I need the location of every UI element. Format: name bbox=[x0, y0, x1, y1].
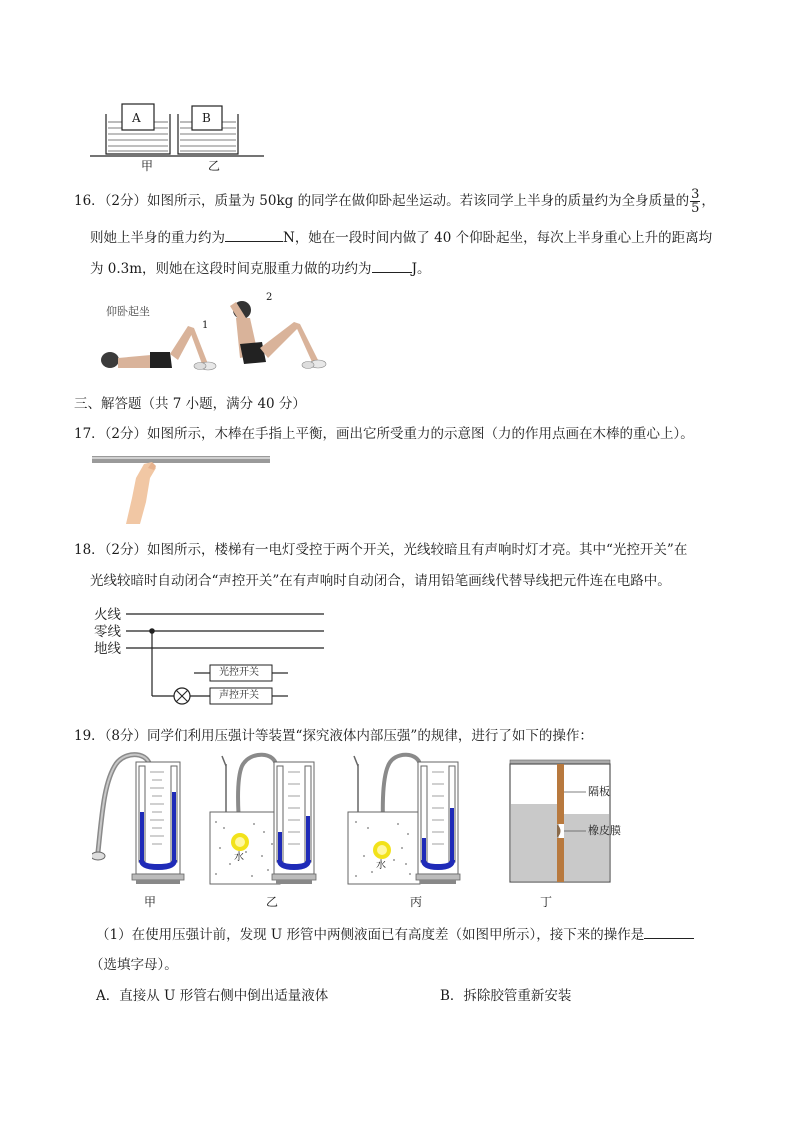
q16-fraction bbox=[690, 188, 700, 215]
q16-line3-a: 为 0.3m，则她在这段时间克服重力做的功约为 bbox=[90, 261, 372, 277]
q16-pose2-label: 2 bbox=[266, 292, 273, 303]
q18-line2: 光线较暗时自动闭合“声控开关”在有声响时自动闭合，请用铅笔画线代替导线把元件连在电路中。 bbox=[90, 573, 671, 589]
q18-switch-light-label: 光控开关 bbox=[219, 667, 259, 678]
q19-membrane-label: 橡皮膜 bbox=[588, 824, 621, 837]
q19-fig-jia bbox=[92, 752, 192, 888]
fig15-label-left: 甲 bbox=[141, 159, 154, 173]
q18-switch-sound-label: 声控开关 bbox=[219, 690, 259, 701]
q16-pose1-label: 1 bbox=[202, 320, 209, 331]
q19-sub1-line2: （选填字母）。 bbox=[90, 957, 178, 973]
q19-fig-bing bbox=[344, 752, 464, 888]
q16-line3-b: J。 bbox=[411, 261, 431, 277]
q16-fig-title: 仰卧起坐 bbox=[106, 305, 150, 318]
fig15-box-a-label: A bbox=[132, 111, 141, 125]
q19-line1: 19．（8分）同学们利用压强计等装置“探究液体内部压强”的规律，进行了如下的操作： bbox=[74, 728, 593, 744]
q16-line2 bbox=[90, 227, 712, 248]
q19-partition-label: 隔板 bbox=[588, 785, 610, 798]
q18-wire-ground-label: 地线 bbox=[94, 641, 121, 657]
q17-text: 17．（2分）如图所示，木棒在手指上平衡，画出它所受重力的示意图（力的作用点画在木棒的重心上）。 bbox=[74, 426, 694, 442]
q19-sub1-blank[interactable] bbox=[644, 924, 694, 939]
q16-line2-a: 则她上半身的重力约为 bbox=[90, 230, 225, 246]
q19-sub1-a: （1）在使用压强计前，发现 U 形管中两侧液面已有高度差（如图甲所示），接下来的操作是 bbox=[96, 927, 645, 943]
q18-circuit bbox=[92, 600, 332, 710]
q16-blank-gravity[interactable] bbox=[225, 227, 283, 242]
q18-line1: 18．（2分）如图所示，楼梯有一电灯受控于两个开关，光线较暗且有声响时灯才亮。其中“光控开关”在 bbox=[74, 542, 688, 558]
q19-fig-ding bbox=[506, 756, 646, 888]
q18-wire-fire-label: 火线 bbox=[94, 607, 121, 623]
fig15-label-right: 乙 bbox=[208, 159, 221, 173]
q19-water-label-bing: 水 bbox=[376, 860, 386, 871]
q17-rod-figure bbox=[92, 452, 272, 526]
q19-fig-label-bing: 丙 bbox=[410, 895, 423, 909]
q16-line1-prefix: 16．（2分）如图所示，质量为 50kg 的同学在做仰卧起坐运动。若该同学上半身的质量约为全身质量的 bbox=[74, 193, 690, 209]
q19-water-label-yi: 水 bbox=[234, 852, 244, 863]
q16-line1 bbox=[74, 188, 715, 215]
q18-wire-zero-label: 零线 bbox=[94, 624, 121, 640]
q16-line2-b: N，她在一段时间内做了 40 个仰卧起坐，每次上半身重心上升的距离均 bbox=[283, 230, 713, 246]
q19-fig-label-yi: 乙 bbox=[266, 895, 279, 909]
q19-fig-label-jia: 甲 bbox=[144, 895, 157, 909]
q19-option-a: A．直接从 U 形管右侧中倒出适量液体 bbox=[96, 988, 329, 1004]
fig15-containers bbox=[88, 100, 268, 174]
q16-frac-den: 5 bbox=[691, 201, 700, 216]
q19-sub1-line1 bbox=[96, 924, 694, 945]
q16-line3 bbox=[90, 258, 430, 279]
q19-fig-label-ding: 丁 bbox=[540, 895, 553, 909]
q16-line1-suffix: ， bbox=[701, 193, 715, 209]
q16-blank-work[interactable] bbox=[372, 258, 412, 273]
q16-frac-num: 3 bbox=[691, 187, 700, 202]
section3-title: 三、解答题（共 7 小题，满分 40 分） bbox=[74, 396, 306, 412]
q19-fig-yi bbox=[202, 752, 322, 888]
q19-option-b: B．拆除胶管重新安装 bbox=[440, 988, 572, 1004]
fig15-box-b-label: B bbox=[202, 111, 211, 125]
